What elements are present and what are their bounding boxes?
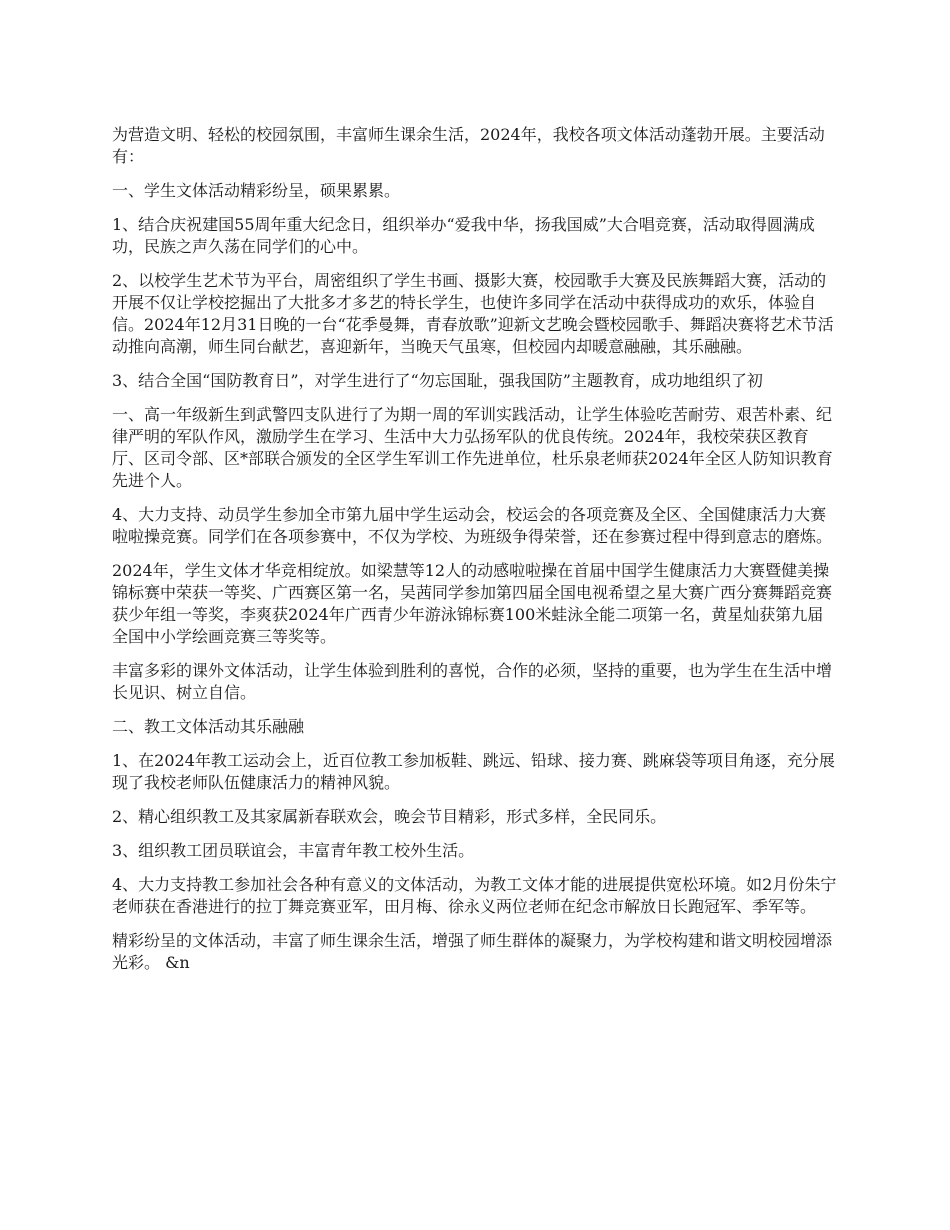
staff-item-3-paragraph: 3、组织教工团员联谊会，丰富青年教工校外生活。	[112, 841, 475, 860]
document-page	[112, 124, 838, 986]
section-heading-staff-activities: 二、教工文体活动其乐融融	[112, 717, 305, 736]
closing-paragraph: 精彩纷呈的文体活动，丰富了师生课余生活，增强了师生群体的凝聚力，为学校构建和谐文明校园增添光彩。 &n	[112, 931, 833, 972]
military-training-paragraph: 一、高一年级新生到武警四支队进行了为期一周的军训实践活动，让学生体验吃苦耐劳、艰苦朴素、纪律严明的军队作风，激励学生在学习、生活中大力弘扬军队的优良传统。2024年，我校荣获区教育厅、区司令部、区*部联合颁发的全区学生军训工作先进单位，杜乐泉老师获2024年全区人防知识教育先进个人。	[112, 405, 833, 490]
student-item-4-paragraph: 4、大力支持、动员学生参加全市第九届中学生运动会，校运会的各项竞赛及全区、全国健康活力大赛啦啦操竞赛。同学们在各项参赛中，不仅为学校、为班级争得荣誉，还在参赛过程中得到意志的磨炼。	[112, 505, 833, 546]
staff-item-1-paragraph: 1、在2024年教工运动会上，近百位教工参加板鞋、跳远、铅球、接力赛、跳麻袋等项目角逐，充分展现了我校老师队伍健康活力的精神风貌。	[112, 751, 835, 792]
student-item-2-paragraph: 2、以校学生艺术节为平台，周密组织了学生书画、摄影大赛，校园歌手大赛及民族舞蹈大赛，活动的开展不仅让学校挖掘出了大批多才多艺的特长学生，也使许多同学在活动中获得成功的欢乐，体验自信。2024年12月31日晚的一台“花季曼舞，青春放歌”迎新文艺晚会暨校园歌手、舞蹈决赛将艺术节活动推向高潮，师生同台献艺，喜迎新年，当晚天气虽寒，但校园内却暖意融融，其乐融融。	[112, 271, 834, 356]
student-summary-paragraph: 丰富多彩的课外文体活动，让学生体验到胜利的喜悦，合作的必须，坚持的重要，也为学生在生活中增长见识、树立自信。	[112, 661, 833, 702]
student-item-3-paragraph: 3、结合全国“国防教育日”，对学生进行了“勿忘国耻，强我国防”主题教育，成功地组织了初	[112, 371, 763, 390]
section-heading-student-activities: 一、学生文体活动精彩纷呈，硕果累累。	[112, 181, 401, 200]
staff-item-2-paragraph: 2、精心组织教工及其家属新春联欢会，晚会节目精彩，形式多样，全民同乐。	[112, 807, 667, 826]
student-item-1-paragraph: 1、结合庆祝建国55周年重大纪念日，组织举办“爱我中华，扬我国威”大合唱竞赛，活动取得圆满成功，民族之声久荡在同学们的心中。	[112, 215, 815, 256]
staff-item-4-paragraph: 4、大力支持教工参加社会各种有意义的文体活动，为教工文体才能的进展提供宽松环境。如2月份朱宁老师获在香港进行的拉丁舞竞赛亚军，田月梅、徐永义两位老师在纪念市解放日长跑冠军、季军等。	[112, 875, 837, 916]
intro-paragraph: 为营造文明、轻松的校园氛围，丰富师生课余生活，2024年，我校各项文体活动蓬勃开展。主要活动有：	[112, 125, 825, 166]
student-awards-paragraph: 2024年，学生文体才华竞相绽放。如梁慧等12人的动感啦啦操在首届中国学生健康活力大赛暨健美操锦标赛中荣获一等奖、广西赛区第一名，吴茜同学参加第四届全国电视希望之星大赛广西分赛舞蹈竞赛获少年组一等奖，李爽获2024年广西青少年游泳锦标赛100米蛙泳全能二项第一名，黄星灿获第九届全国中小学绘画竞赛三等奖等。	[112, 561, 833, 646]
